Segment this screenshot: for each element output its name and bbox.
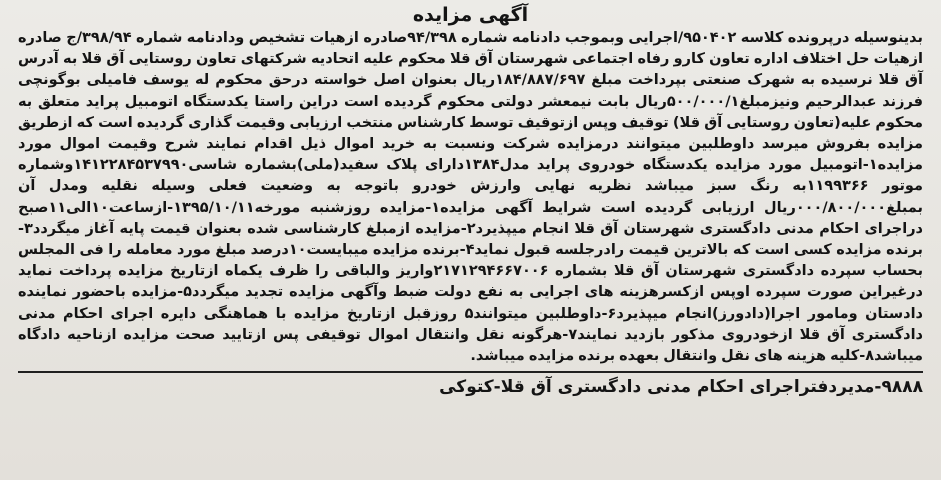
divider [18,371,923,373]
notice-body [18,28,923,367]
notice-signature: ۹۸۸۸-مدیردفتراجرای احکام مدنی دادگستری آق قلا-کتوکی [439,377,923,398]
notice-title: آگهی مزایده [412,4,529,26]
notice-paragraph: بدینوسیله درپرونده کلاسه ۹۵۰۴۰۲/اجرایی وبموجب دادنامه شماره ۹۴/۳۹۸صادره ازهیات تشخیص ودادنامه شماره ۳۹۸/۹۴/ج صادره ازهیات حل اختلاف اداره تعاون کارو رفاه اجتماعی شهرستان آق قلا محکوم علیه اتحادیه شرکتهای تعاون روستایی آق قلا به آدرس آق قلا نرسیده به شهرک صنعتی بپرداخت مبلغ ۱۸۴/۸۸۷/۶۹۷ریال بعنوان اصل خواسته درحق محکوم له یوسف فامیلی بوگونچی فرزند عبدالرحیم ونیزمبلغ۵۰۰/۰۰۰/۱ریال بابت نیمعشر دولتی محکوم گردیده است دراین راستا یکدستگاه اتومبیل پراید متعلق به محکوم علیه(تعاون روستایی آق قلا) توقیف وپس ازتوقیف توسط کارشناس منتخب ارزیابی وقیمت گذاری گردیده است که ازطریق مزایده بفروش میرسد داوطلبین میتوانند درمزایده شرکت ونسبت به خرید اموال ذیل اقدام نمایند شرح وقیمت اموال مورد مزایده۱-اتومبیل مورد مزایده یکدستگاه خودروی پراید مدل۱۳۸۴دارای پلاک سفید(ملی)بشماره شاسی۱۴۱۲۲۸۴۵۳۷۹۹۰وشماره موتور ۱۱۹۹۳۶۶به رنگ سبز میباشد نظریه نهایی وارزش خودرو باتوجه به وضعیت فعلی وسیله نقلیه ومدل آن بمبلغ۰۰۰/۸۰۰/۰۰۰ریال ارزیابی گردیده است شرایط آگهی مزایده۱-مزایده روزشنبه مورخه۱۳۹۵/۱۰/۱۱-ازساعت۱۰الی۱۱صبح دراجرای احکام مدنی دادگستری شهرستان آق قلا انجام میپذیرد۲-مزایده ازمبلغ کارشناسی شده بعنوان قیمت پایه آغاز میگردد۳-برنده مزایده کسی است که بالاترین قیمت رادرجلسه قبول نماید۴-برنده مزایده میبایست۱۰درصد مبلغ مورد معامله را فی المجلس بحساب سپرده دادگستری شهرستان آق قلا بشماره ۲۱۷۱۲۹۴۶۶۷۰۰۶واریز والباقی را ظرف یکماه ازتاریخ مزایده پرداخت نماید درغیراین صورت سپرده اوپس ازکسرهزینه های اجرایی به نفع دولت ضبط وآگهی مزایده تجدید میگردد۵-مزایده باحضور نماینده دادستان ومامور اجرا(دادورز)انجام میپذیرد۶-داوطلبین میتوانند۵ روزقبل ازتاریخ مزایده با هماهنگی دایره اجرای احکام مدنی دادگستری آق قلا ازخودروی مذکور بازدید نمایند۷-هرگونه نقل وانتقال اموال توقیفی پس ازتایید صحت مزایده ازناحیه دادگاه میباشد۸-کلیه هزینه های نقل وانتقال بعهده برنده مزایده میباشد. [18,30,924,365]
